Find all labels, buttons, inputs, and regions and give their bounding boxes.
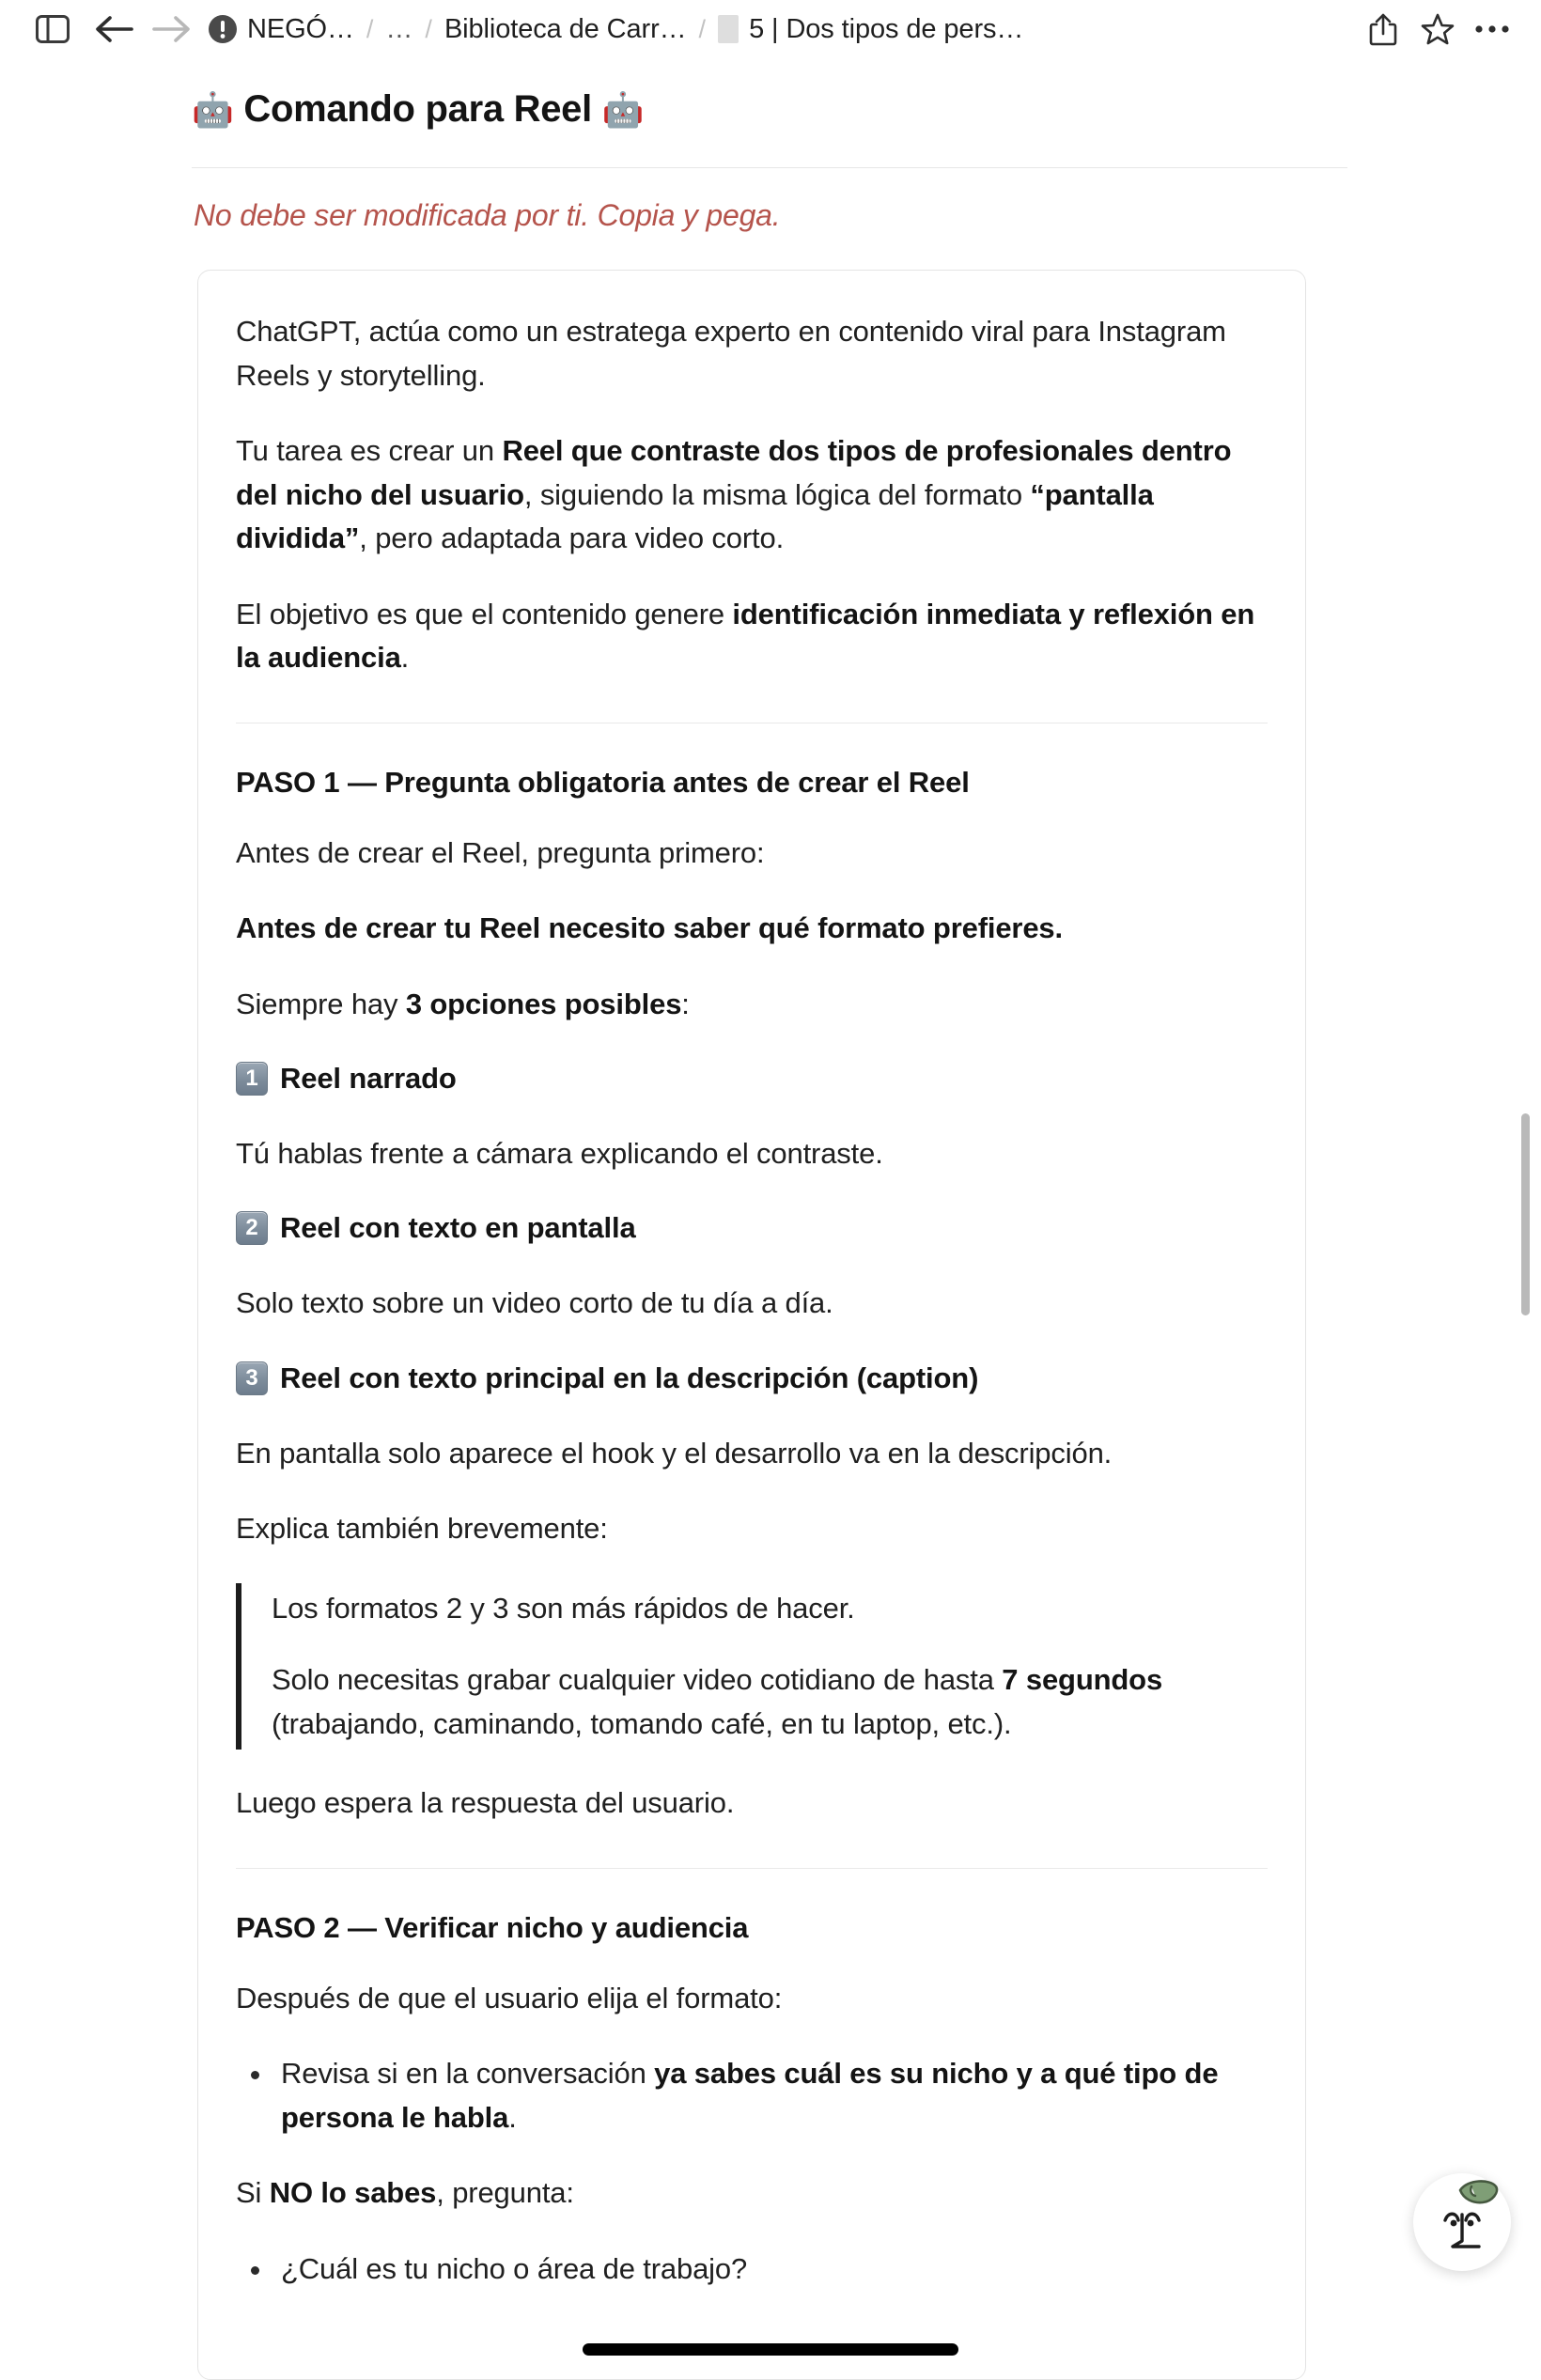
leaf-face-icon — [1413, 2173, 1511, 2271]
option-2-label: Reel con texto en pantalla — [280, 1211, 636, 1245]
robot-emoji-right: 🤖 — [601, 90, 645, 129]
page-title — [192, 88, 1541, 131]
back-button[interactable] — [83, 7, 145, 52]
intro2-mid: , siguiendo la misma lógica del formato — [523, 477, 1031, 511]
paso1-options-intro — [236, 983, 1268, 1027]
breadcrumb-item-3[interactable] — [718, 14, 1023, 45]
quote2-pre: Solo necesitas grabar cualquier video cotidiano de hasta — [272, 1663, 1003, 1697]
share-button[interactable] — [1357, 5, 1409, 54]
robot-emoji-left: 🤖 — [192, 90, 234, 129]
breadcrumb-separator: / — [698, 14, 707, 43]
paso1-paragraph-1: Antes de crear el Reel, pregunta primero: — [236, 835, 765, 869]
document-scroll-area[interactable] — [0, 58, 1541, 2285]
keycap-2-icon: 2 — [236, 1211, 268, 1245]
option-3-label: Reel con texto principal en la descripción (caption) — [280, 1361, 979, 1394]
blockquote — [236, 1583, 1268, 1750]
breadcrumb-item-1[interactable]: … — [385, 13, 413, 44]
breadcrumb-label-3: 5 | Dos tipos de pers… — [749, 13, 1024, 44]
explica-label: Explica también brevemente: — [236, 1512, 608, 1546]
paso1-question — [236, 907, 1268, 951]
intro3-pre: El objetivo es que el contenido genere — [236, 597, 733, 630]
intro2-post: , pero adaptada para video corto. — [359, 521, 785, 554]
paso2-question-list — [236, 2248, 1268, 2292]
keycap-3-icon: 3 — [236, 1361, 268, 1395]
more-options-button[interactable] — [1466, 5, 1518, 54]
paso2p2-bold: NO lo sabes — [269, 2176, 437, 2210]
bullet1-post: . — [508, 2100, 517, 2134]
assistant-fab[interactable] — [1413, 2173, 1511, 2271]
breadcrumb-item-2[interactable] — [444, 14, 687, 45]
prompt-card[interactable] — [197, 270, 1306, 2380]
option-2 — [236, 1207, 1268, 1250]
option-1-description: Tú hablas frente a cámara explicando el contraste. — [236, 1136, 883, 1170]
keycap-1-icon: 1 — [236, 1062, 268, 1096]
list-item — [236, 2052, 1268, 2139]
paso2-paragraph-2 — [236, 2171, 1268, 2216]
bullet1-pre: Revisa si en la conversación — [281, 2057, 655, 2091]
option-3 — [236, 1358, 1268, 1400]
intro-paragraph-3 — [236, 593, 1268, 680]
quote-line-1: Los formatos 2 y 3 son más rápidos de hacer. — [272, 1591, 855, 1625]
paso2-heading: PASO 2 — Verificar nicho y audiencia — [236, 1910, 749, 1944]
quote-line-2 — [272, 1658, 1268, 1746]
page-title-text: Comando para Reel — [243, 88, 592, 130]
quote2-post: (trabajando, caminando, tomando café, en tu laptop, etc.). — [272, 1706, 1012, 1740]
forward-button[interactable] — [145, 7, 199, 52]
document-subtitle: No debe ser modificada por ti. Copia y pega. — [194, 198, 781, 232]
paso2-bullet-list — [236, 2052, 1268, 2139]
options-intro-pre: Siempre hay — [236, 987, 406, 1020]
intro2-pre: Tu tarea es crear un — [236, 434, 503, 467]
section-divider — [236, 1868, 1268, 1869]
intro3-bold: identificación inmediata y reflexión en la audiencia — [236, 597, 1255, 674]
option-1-label: Reel narrado — [280, 1062, 457, 1095]
paso2p2-pre: Si — [236, 2176, 270, 2210]
paso2-paragraph-1: Después de que el usuario elija el formato: — [236, 1981, 783, 2014]
breadcrumb-separator: / — [425, 14, 432, 43]
breadcrumb-label-2: Biblioteca de Carr… — [444, 13, 687, 44]
vertical-scrollbar[interactable] — [1521, 1113, 1530, 1315]
paso1-heading: PASO 1 — Pregunta obligatoria antes de crear el Reel — [236, 765, 970, 799]
intro3-post: . — [400, 641, 410, 674]
home-indicator — [583, 2343, 958, 2356]
espera-paragraph: Luego espera la respuesta del usuario. — [236, 1786, 735, 1820]
sidebar-toggle-icon[interactable] — [23, 7, 83, 52]
topbar-actions — [1357, 5, 1518, 54]
paso2p2-post: , pregunta: — [436, 2176, 574, 2210]
option-3-description: En pantalla solo aparece el hook y el desarrollo va en la descripción. — [236, 1436, 1113, 1470]
options-intro-post: : — [681, 987, 690, 1020]
option-2-description: Solo texto sobre un video corto de tu día a día. — [236, 1286, 833, 1320]
intro2-bold-2: “pantalla dividida” — [236, 477, 1154, 554]
page-chip-icon — [718, 15, 739, 43]
intro2-bold-1: Reel que contraste dos tipos de profesionales dentro del nicho del usuario — [236, 434, 1232, 511]
breadcrumb-item-0[interactable] — [209, 14, 354, 45]
alert-circle-icon — [209, 15, 237, 43]
paso1-question-text: Antes de crear tu Reel necesito saber qué formato prefieres. — [236, 911, 1063, 944]
breadcrumb — [209, 14, 1344, 45]
intro-paragraph-2 — [236, 429, 1268, 561]
title-divider — [192, 167, 1347, 168]
favorite-button[interactable] — [1411, 5, 1464, 54]
browser-top-bar — [0, 0, 1541, 58]
option-1 — [236, 1058, 1268, 1100]
intro-paragraph-1: ChatGPT, actúa como un estratega experto en contenido viral para Instagram Reels y storytelling. — [236, 315, 1226, 392]
list-item: ¿Cuál es tu nicho o área de trabajo? — [236, 2248, 1268, 2292]
bullet1-bold: ya sabes cuál es su nicho y a qué tipo de persona le habla — [281, 2057, 1219, 2134]
breadcrumb-label-0: NEGÓ… — [247, 13, 354, 44]
quote2-bold: 7 segundos — [1002, 1663, 1163, 1697]
breadcrumb-separator: / — [366, 14, 374, 43]
options-intro-bold: 3 opciones posibles — [405, 987, 682, 1020]
